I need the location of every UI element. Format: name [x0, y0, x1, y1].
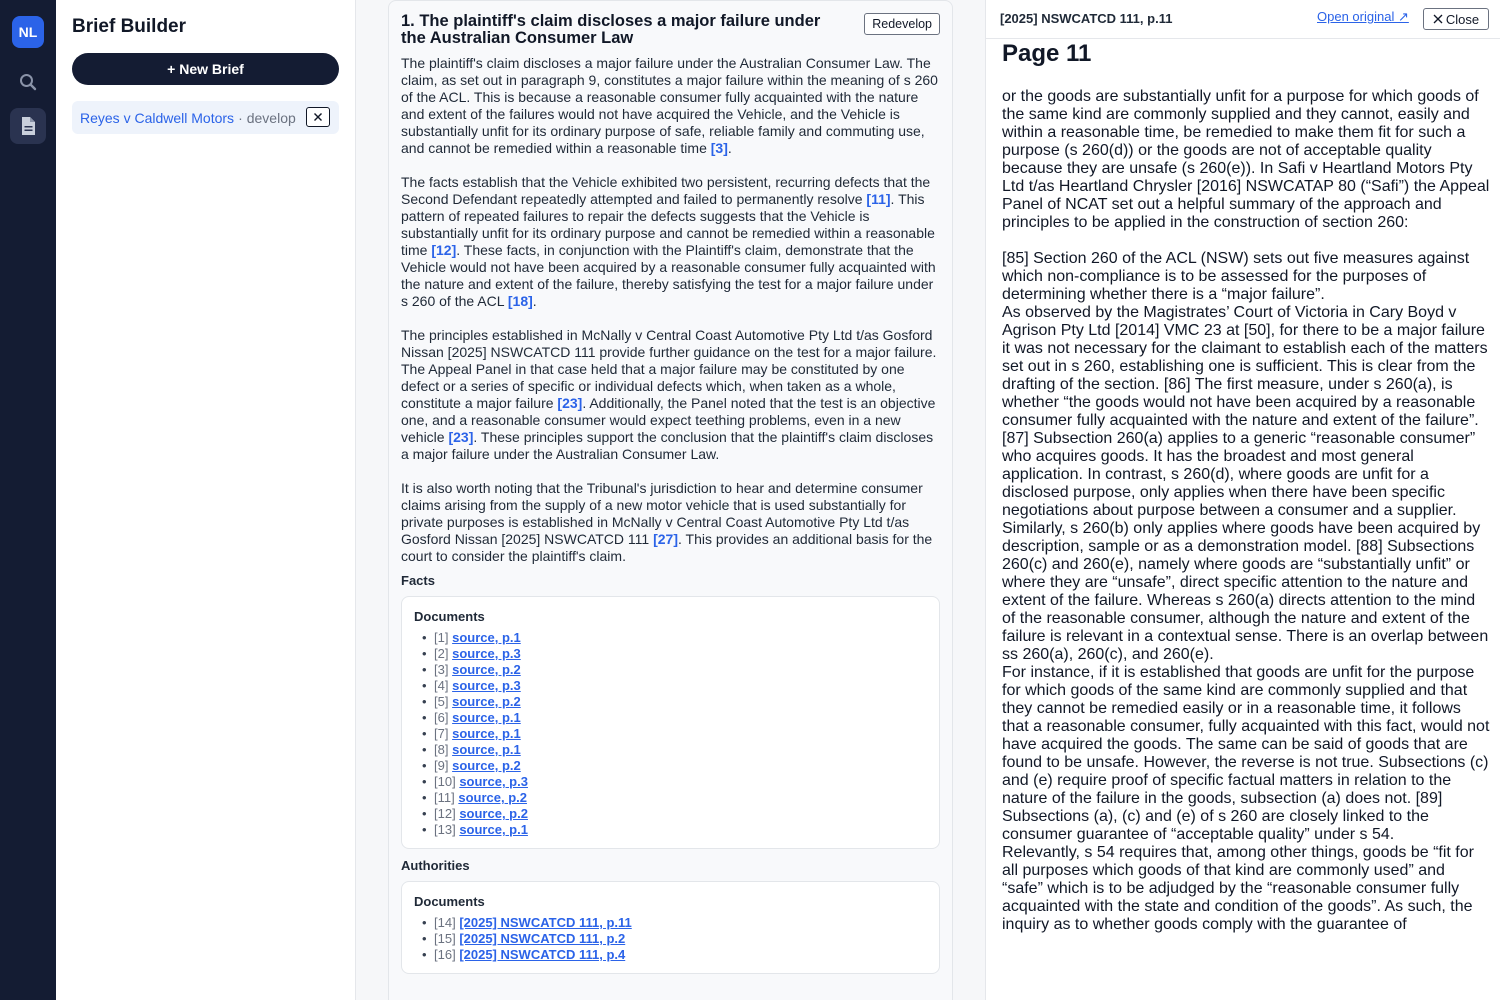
page-paragraph: Relevantly, s 54 requires that, among other things, goods be “fit for all purposes which goods of that kind are commonly used” and “safe” which is to be adjudged by the “reasonable consumer fully acquainted with the state and condition of the goods”. As such, the inquiry as to whether goods comply with the guarantee of — [1002, 844, 1474, 933]
paragraph-text: . This provides an additional basis for the court to consider the plaintiff's claim. — [401, 531, 933, 564]
document-link[interactable]: source, p.1 — [452, 742, 521, 757]
document-list-item — [422, 822, 927, 838]
app-logo[interactable]: NL — [12, 16, 44, 48]
sidebar-title: Brief Builder — [72, 16, 187, 37]
paragraph-text: . This pattern of repeated failures to repair the defects suggests that the Vehicle is substantially unfit for its ordinary purpose and cannot be remedied within a reasonable time — [401, 191, 935, 258]
brief-name[interactable]: Reyes v Caldwell Motors — [80, 109, 235, 126]
document-number: [4] — [434, 678, 449, 693]
citation-link[interactable]: [12] — [431, 242, 457, 258]
paragraph-text: The plaintiff's claim discloses a major failure under the Australian Consumer Law. The claim, as set out in paragraph 9, constitutes a major failure within the meaning of s 260 of the ACL. This is because a reasonable consumer fully acquainted with the nature and extent of the failures would not have acquired the Vehicle, and the Vehicle is substantially unfit for its ordinary purpose of safe, reliable family and commuting use, and cannot be remedied within a reasonable time — [401, 55, 938, 156]
paragraph-text: . — [532, 293, 537, 309]
document-link[interactable]: source, p.3 — [452, 646, 521, 661]
document-list-item — [422, 710, 927, 726]
documents-nav-button[interactable] — [10, 108, 46, 144]
document-link[interactable]: source, p.2 — [452, 694, 521, 709]
new-brief-button[interactable]: + New Brief — [72, 53, 339, 85]
redevelop-button[interactable]: Redevelop — [864, 13, 940, 35]
document-list-item — [422, 694, 927, 710]
document-number: [13] — [434, 822, 456, 837]
paragraph-text: . These principles support the conclusion that the plaintiff's claim discloses a major failure under the Australian Consumer Law. — [401, 429, 934, 462]
document-list-item — [422, 790, 927, 806]
document-number: [11] — [434, 790, 455, 805]
document-list-item — [422, 726, 927, 742]
brief-sidebar — [56, 0, 356, 1000]
brief-main — [356, 0, 985, 1000]
remove-brief-button[interactable] — [306, 107, 330, 127]
paragraph-text: The facts establish that the Vehicle exhibited two persistent, recurring defects that the Second Defendant repeatedly attempted and failed to permanently resolve — [401, 174, 931, 207]
document-number: [14] — [434, 915, 456, 930]
document-number: [8] — [434, 742, 449, 757]
document-list-item — [422, 678, 927, 694]
facts-documents — [401, 596, 940, 849]
facts-documents-title: Documents — [414, 609, 485, 624]
brief-separator: · — [238, 109, 243, 126]
document-list-item — [422, 915, 927, 931]
document-number: [2] — [434, 646, 449, 661]
document-list-item — [422, 758, 927, 774]
document-viewer — [985, 0, 1500, 1000]
citation-link[interactable]: [23] — [448, 429, 474, 445]
document-number: [10] — [434, 774, 456, 789]
document-number: [9] — [434, 758, 449, 773]
document-list-item — [422, 806, 927, 822]
close-icon — [1433, 14, 1443, 24]
document-link[interactable]: source, p.3 — [452, 678, 521, 693]
issue-title: 1. The plaintiff's claim discloses a major failure under the Australian Consumer Law — [401, 12, 821, 47]
viewer-title: [2025] NSWCATCD 111, p.11 — [1000, 11, 1173, 26]
facts-label: Facts — [401, 573, 435, 588]
page-paragraph: For instance, if it is established that goods are unfit for the purpose for which goods of the same kind are commonly supplied and that they cannot be remedied easily or in a reasonable time, it follows that a reasonable consumer, fully acquainted with this fact, would not have acquired the goods. The same can be said of goods that are found to be unsafe. However, the reverse is not true. Subsections (c) and (e) require proof of specific factual matters in relation to the nature of the failure in the goods, subsection (a) does not. [89] Subsections (a), (c) and (e) of s 260 are closely linked to the consumer guarantee of “acceptable quality” under s 54. — [1002, 664, 1490, 843]
issue-paragraph — [401, 480, 940, 565]
authorities-documents — [401, 881, 940, 974]
app-rail — [0, 0, 56, 1000]
search-nav-button[interactable] — [10, 64, 46, 100]
document-list-item — [422, 630, 927, 646]
document-list-item — [422, 774, 927, 790]
document-link[interactable]: source, p.1 — [452, 726, 521, 741]
document-link[interactable]: source, p.2 — [459, 806, 528, 821]
document-list-item — [422, 742, 927, 758]
document-list-item — [422, 947, 927, 963]
document-number: [15] — [434, 931, 456, 946]
document-icon — [19, 116, 37, 136]
authorities-list — [414, 915, 927, 963]
page-paragraph: As observed by the Magistrates’ Court of Victoria in Cary Boyd v Agrison Pty Ltd [2014] VMC 23 at [50], for there to be a major failure it was not necessary for the claimant to establish each of the matters set out in s 260, establishing one is sufficient. This is clear from the drafting of the section. [86] The first measure, under s 260(a), is whether “the goods would not have been acquired by a reasonable consumer fully acquainted with the nature and extent of the failure”. [87] Subsection 260(a) applies to a generic “reasonable consumer” who acquires goods. It has the broadest and most general application. In contrast, s 260(d), where goods are unfit for a disclosed purpose, only applies when there have been specific negotiations about purpose between a consumer and a supplier. — [1002, 304, 1488, 519]
document-link[interactable]: source, p.1 — [452, 710, 521, 725]
page-paragraph: [85] Section 260 of the ACL (NSW) sets out five measures against which non-compliance is to be assessed for the purposes of determining whether there is a “major failure”. — [1002, 250, 1470, 303]
document-number: [6] — [434, 710, 449, 725]
page-paragraph: or the goods are substantially unfit for a purpose for which goods of the same kind are commonly supplied and they cannot, easily and within a reasonable time, be remedied to make them fit for such a purpose (s 260(d)) or the goods are not of acceptable quality because they are unsafe (s 260(e)). In Safi v Heartland Motors Pty Ltd t/as Heartland Chrysler [2016] NSWCATAP 80 (“Safi”) the Appeal Panel of NCAT set out a helpful summary of the approach and principles to be applied in the construction of section 260: — [1002, 88, 1490, 231]
close-viewer-button[interactable] — [1423, 8, 1489, 30]
page-paragraph: Similarly, s 260(b) only applies where goods have been acquired by description, sample or as a demonstration model. [88] Subsections 260(c) and 260(e), namely where goods are “substantially unfit” or where they are “unsafe”, direct specific attention to the nature and extent of the failure. Whereas s 260(a) directs attention to the mind of the reasonable consumer, although the nature and extent of the failure is relevant in a contextual sense. There is an overlap between ss 260(a), 260(c), and 260(e). — [1002, 520, 1489, 663]
brief-list-item[interactable] — [72, 101, 339, 134]
close-label: Close — [1445, 11, 1480, 27]
facts-list — [414, 630, 927, 838]
document-link[interactable]: source, p.2 — [458, 790, 527, 805]
paragraph-text: It is also worth noting that the Tribunal's jurisdiction to hear and determine consumer claims arising from the supply of a new motor vehicle that is used substantially for private purposes is established in McNally v Central Coast Automotive Pty Ltd t/as Gosford Nissan [2025] NSWCATCD 111 — [401, 480, 923, 547]
document-number: [3] — [434, 662, 449, 677]
authorities-documents-title: Documents — [414, 894, 485, 909]
issue-card — [388, 0, 953, 1000]
search-icon — [18, 72, 38, 92]
document-link[interactable]: source, p.2 — [452, 758, 521, 773]
document-list-item — [422, 931, 927, 947]
document-link[interactable]: source, p.3 — [459, 774, 528, 789]
page-heading: Page 11 — [1002, 40, 1092, 67]
document-link[interactable]: [2025] NSWCATCD 111, p.11 — [459, 915, 632, 930]
document-link[interactable]: source, p.1 — [452, 630, 521, 645]
brief-status: develop — [246, 109, 296, 126]
issue-body — [401, 55, 940, 565]
paragraph-text: . — [727, 140, 732, 156]
document-link[interactable]: source, p.2 — [452, 662, 521, 677]
document-list-item — [422, 662, 927, 678]
document-number: [5] — [434, 694, 449, 709]
document-link[interactable]: [2025] NSWCATCD 111, p.2 — [459, 931, 626, 946]
citation-link[interactable]: [27] — [653, 531, 678, 547]
issue-paragraph — [401, 327, 940, 463]
citation-link[interactable]: [18] — [507, 293, 533, 309]
issue-paragraph — [401, 55, 940, 157]
document-number: [1] — [434, 630, 449, 645]
document-number: [7] — [434, 726, 449, 741]
close-icon — [313, 112, 323, 122]
document-number: [16] — [434, 947, 456, 962]
document-link[interactable]: [2025] NSWCATCD 111, p.4 — [459, 947, 626, 962]
open-original-link[interactable]: Open original ↗ — [1317, 9, 1409, 24]
document-list-item — [422, 646, 927, 662]
document-number: [12] — [434, 806, 456, 821]
issue-paragraph — [401, 174, 940, 310]
viewer-header — [986, 0, 1500, 39]
document-link[interactable]: source, p.1 — [459, 822, 528, 837]
paragraph-text: The principles established in McNally v Central Coast Automotive Pty Ltd t/as Gosford Nissan [2025] NSWCATCD 111 provide further guidance on the test for a major failure. The Appeal Panel in that case held that a major failure may be constituted by one defect or a series of specific or individual defects which, when taken as a whole, constitute a major failure — [401, 327, 937, 411]
paragraph-text: . These facts, in conjunction with the Plaintiff's claim, demonstrate that the Vehicle would not have been acquired by a reasonable consumer fully acquainted with the nature and extent of the failure, thereby satisfying the test for a major failure under s 260 of the ACL — [401, 242, 936, 309]
paragraph-text: . Additionally, the Panel noted that the test is an objective one, and a reasonable consumer would expect teething problems, even in a new vehicle — [401, 395, 936, 445]
citation-link[interactable]: [11] — [866, 191, 891, 207]
authorities-label: Authorities — [401, 858, 470, 873]
citation-link[interactable]: [23] — [557, 395, 583, 411]
page-body — [1002, 88, 1490, 934]
citation-link[interactable]: [3] — [710, 140, 728, 156]
